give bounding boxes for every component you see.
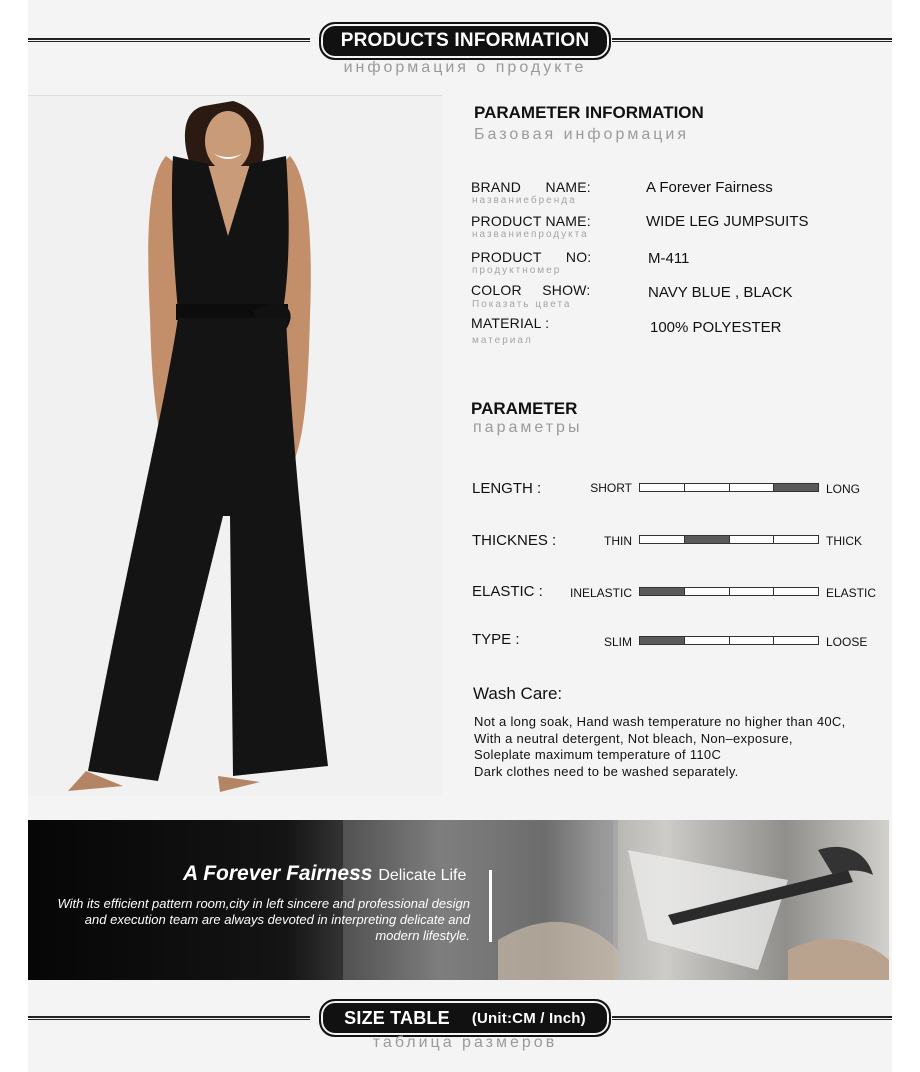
type-right-label: LOOSE bbox=[826, 635, 868, 649]
product-no-label: PRODUCT NO: bbox=[471, 249, 592, 265]
scale-segment bbox=[774, 588, 818, 595]
scale-segment bbox=[685, 536, 730, 543]
scale-segment bbox=[774, 536, 818, 543]
product-no-value: M-411 bbox=[648, 250, 690, 267]
thickness-scale bbox=[639, 535, 819, 544]
type-scale bbox=[639, 636, 819, 645]
color-show-label-ru: Показать цвета bbox=[472, 299, 572, 310]
header-rule-left bbox=[28, 38, 310, 42]
banner-divider bbox=[489, 870, 492, 942]
size-table-unit: (Unit:CM / Inch) bbox=[471, 1009, 586, 1027]
scale-segment bbox=[685, 588, 730, 595]
type-label: TYPE : bbox=[472, 631, 520, 648]
color-show-label: COLOR SHOW: bbox=[471, 282, 591, 298]
wash-care-line: Soleplate maximum temperature of 110C bbox=[474, 747, 722, 762]
banner-brand: A Forever Fairness bbox=[183, 862, 373, 885]
size-table-rule-right bbox=[612, 1016, 892, 1020]
size-table-title bbox=[319, 999, 611, 1037]
elastic-scale bbox=[639, 587, 819, 596]
length-right-label: LONG bbox=[826, 482, 861, 496]
wash-care-line: With a neutral detergent, Not bleach, Non–exposure, bbox=[474, 731, 793, 746]
brand-name-value: A Forever Fairness bbox=[646, 179, 773, 196]
banner-text bbox=[42, 896, 470, 944]
scale-segment bbox=[640, 536, 685, 543]
material-value: 100% POLYESTER bbox=[650, 319, 782, 336]
elastic-right-label: ELASTIC bbox=[826, 586, 877, 600]
product-no-label-ru: продуктномер bbox=[472, 265, 562, 276]
parameter-subtitle: параметры bbox=[473, 419, 583, 436]
size-table-label: SIZE TABLE bbox=[344, 1007, 450, 1028]
banner-tagline: Delicate Life bbox=[378, 867, 467, 884]
banner-text-line: and execution team are always devoted in interpreting delicate and bbox=[84, 912, 470, 927]
size-table-rule-left bbox=[28, 1016, 310, 1020]
elastic-label: ELASTIC : bbox=[472, 583, 543, 600]
header-rule-right bbox=[612, 38, 892, 42]
banner-title bbox=[183, 862, 466, 886]
scale-segment bbox=[640, 588, 685, 595]
parameter-information-subtitle: Базовая информация bbox=[474, 126, 689, 143]
scale-segment bbox=[640, 637, 685, 644]
model-jumpsuit-image bbox=[28, 96, 442, 796]
brand-banner bbox=[28, 820, 889, 980]
length-label: LENGTH : bbox=[472, 480, 542, 497]
scale-segment bbox=[685, 484, 730, 491]
products-information-title: PRODUCTS INFORMATION bbox=[319, 22, 611, 60]
material-label: MATERIAL : bbox=[471, 315, 550, 331]
scale-segment bbox=[640, 484, 685, 491]
parameter-title: PARAMETER bbox=[471, 399, 578, 418]
scale-segment bbox=[730, 588, 775, 595]
scale-segment bbox=[730, 484, 775, 491]
color-show-value: NAVY BLUE , BLACK bbox=[648, 284, 793, 301]
scale-segment bbox=[685, 637, 730, 644]
product-name-value: WIDE LEG JUMPSUITS bbox=[646, 213, 809, 230]
scale-segment bbox=[730, 536, 775, 543]
material-label-ru: материал bbox=[472, 335, 533, 346]
banner-text-line: With its efficient pattern room,city in left sincere and professional design bbox=[57, 896, 470, 911]
product-photo bbox=[28, 95, 442, 796]
thickness-label: THICKNES : bbox=[472, 532, 557, 549]
product-name-label-ru: названиепродукта bbox=[472, 229, 589, 240]
product-name-label: PRODUCT NAME: bbox=[471, 213, 591, 229]
brand-name-label: BRAND NAME: bbox=[471, 179, 591, 195]
thickness-right-label: THICK bbox=[826, 534, 862, 548]
parameter-information-title: PARAMETER INFORMATION bbox=[474, 103, 704, 122]
scale-segment bbox=[730, 637, 775, 644]
length-left-label: SHORT bbox=[590, 481, 632, 495]
elastic-left-label: INELASTIC bbox=[569, 586, 632, 600]
size-table-subtitle: таблица размеров bbox=[372, 1034, 558, 1051]
wash-care-line: Dark clothes need to be washed separately. bbox=[474, 764, 739, 779]
wash-care-line: Not a long soak, Hand wash temperature no higher than 40C, bbox=[474, 714, 846, 729]
length-scale bbox=[639, 483, 819, 492]
wash-care-title: Wash Care: bbox=[473, 684, 563, 703]
type-left-label: SLIM bbox=[603, 635, 632, 649]
products-information-subtitle: информация о продукте bbox=[343, 59, 587, 76]
scale-segment bbox=[774, 484, 818, 491]
brand-name-label-ru: названиебренда bbox=[472, 195, 577, 206]
thickness-left-label: THIN bbox=[604, 534, 632, 548]
banner-text-line: modern lifestyle. bbox=[375, 928, 470, 943]
scale-segment bbox=[774, 637, 818, 644]
